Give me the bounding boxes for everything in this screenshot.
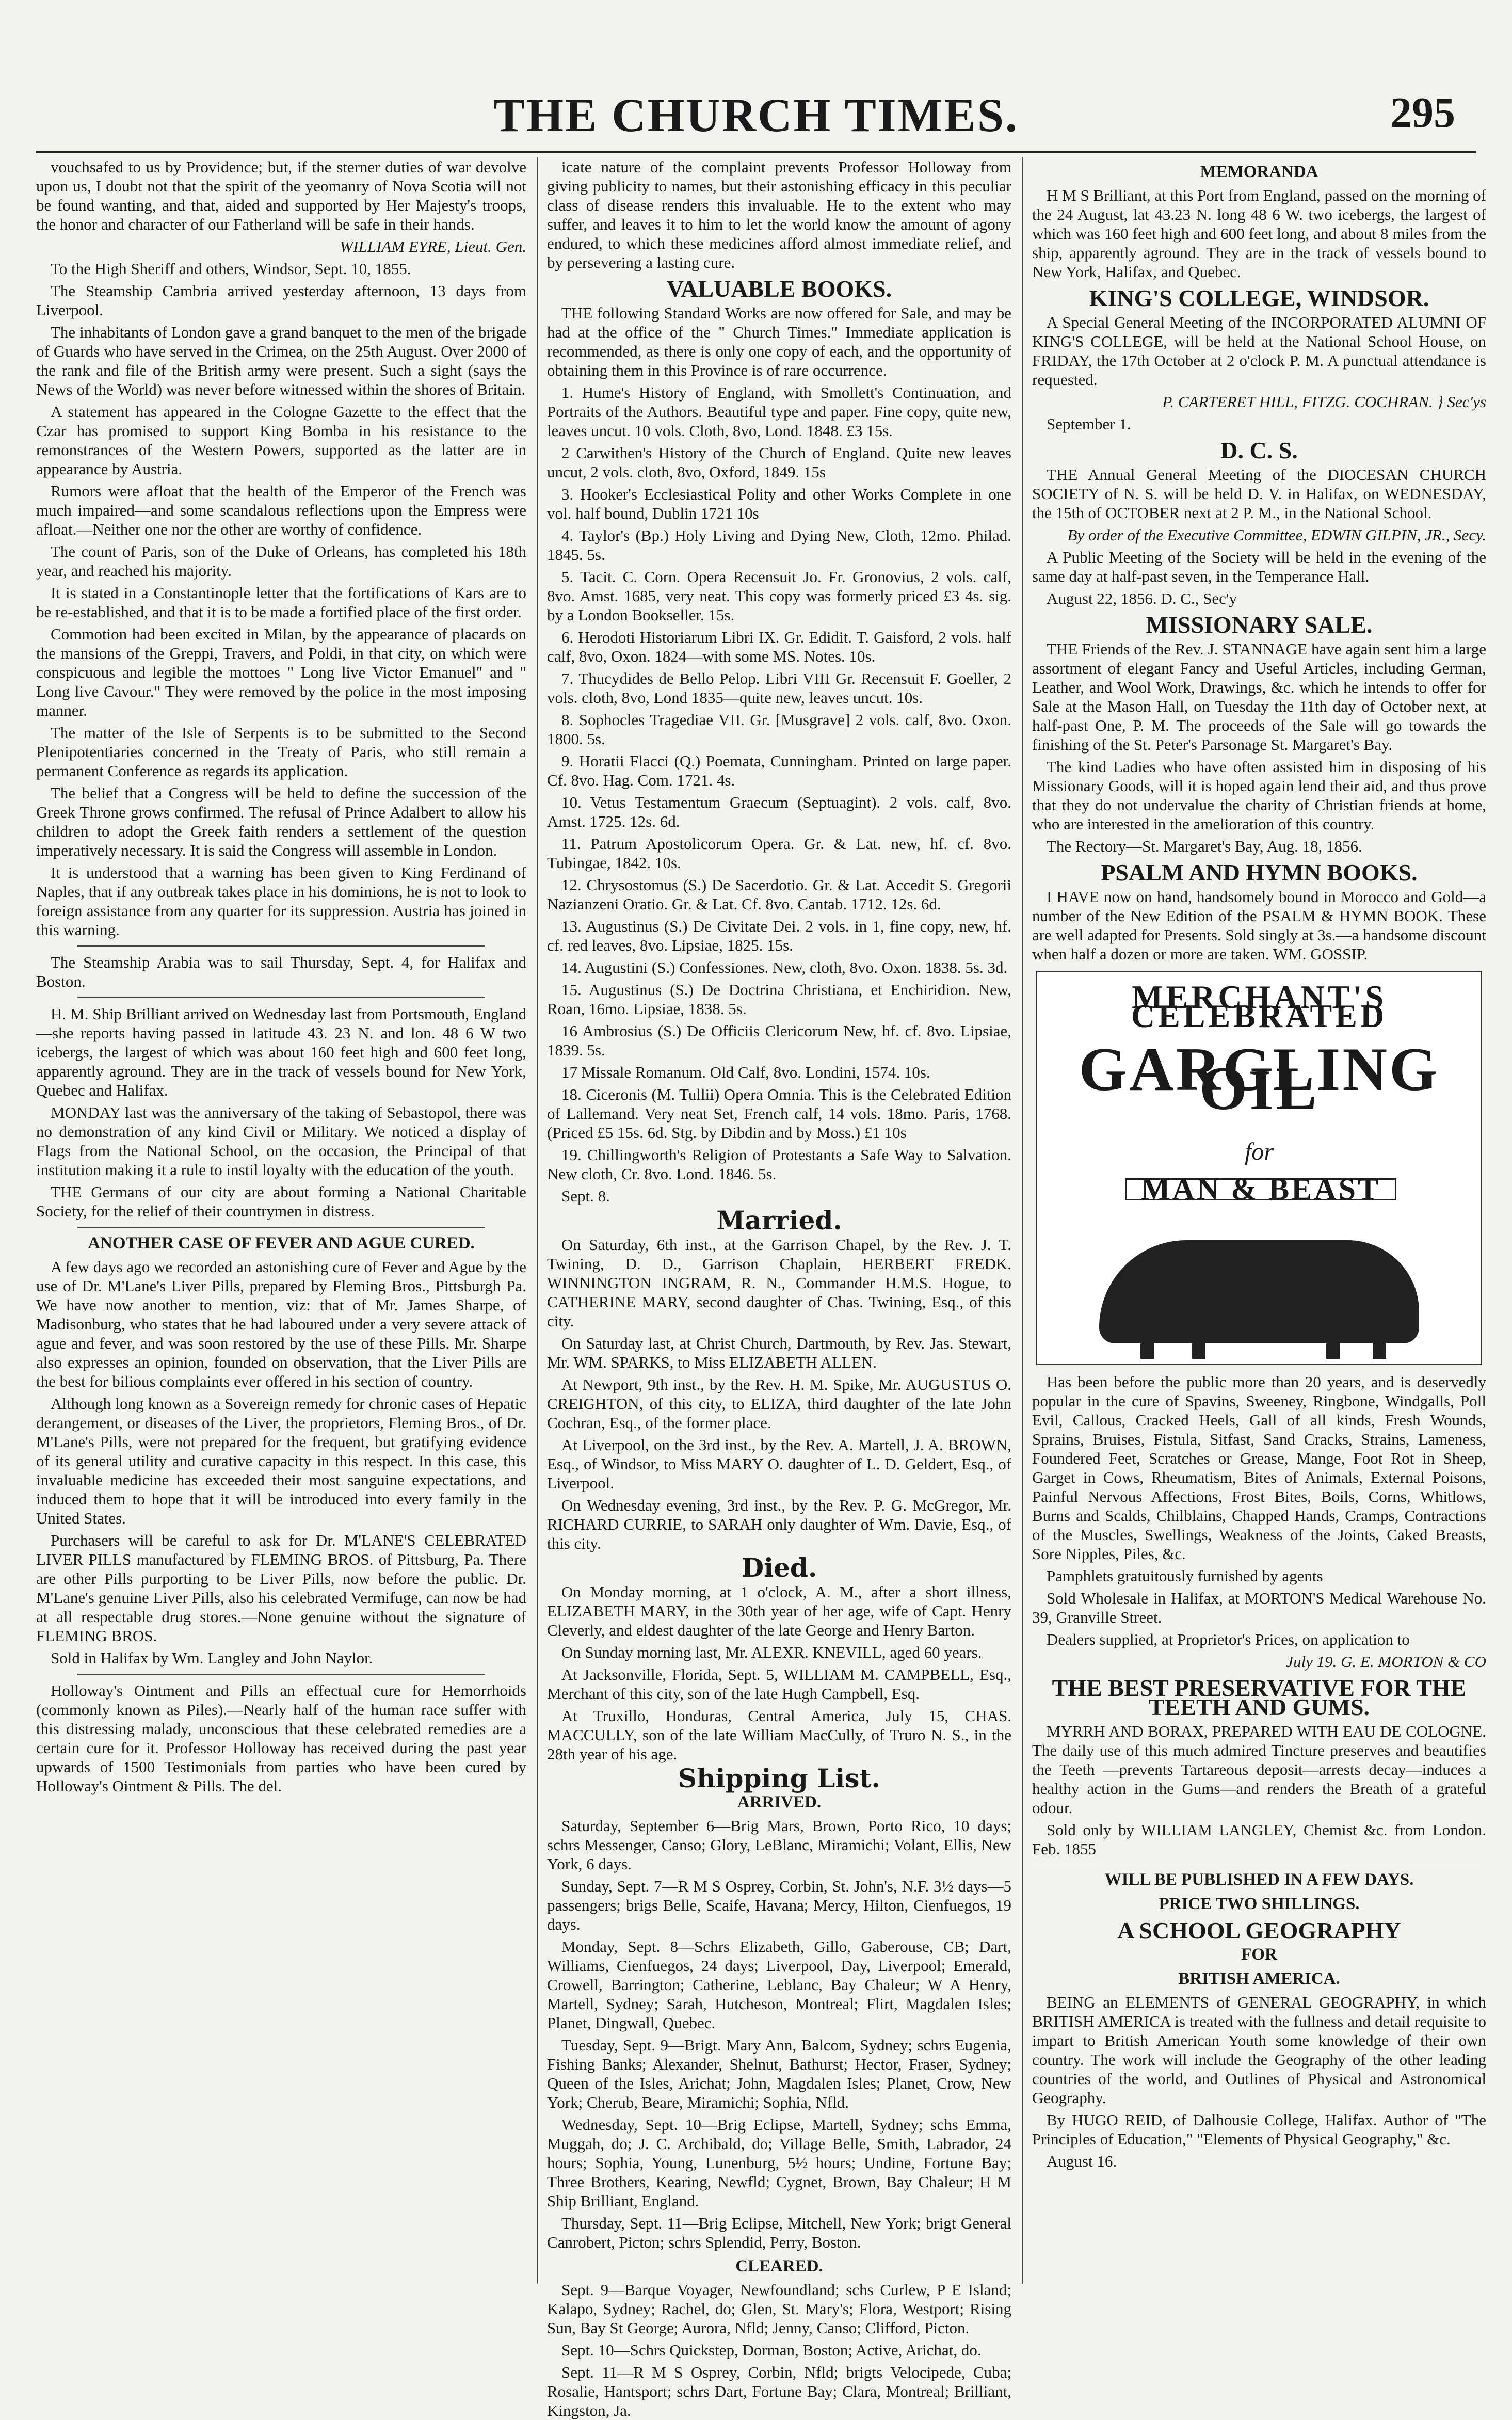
article-paragraph: 11. Patrum Apostolicorum Opera. Gr. & Lat. new, hf. cf. 8vo. Tubingae, 1842. 10s. [547, 835, 1011, 872]
article-paragraph: August 22, 1856. D. C., Sec'y [1047, 589, 1237, 607]
horse-illustration [1099, 1240, 1419, 1343]
article-paragraph: 7. Thucydides de Bello Pelop. Libri VIII Gr. Recensuit F. Goeller, 2 vols. cloth, 8vo, Lond 1835—quite new, leaves uncut. 10s. [547, 669, 1011, 707]
article-paragraph: THE following Standard Works are now offered for Sale, and may be had at the office of the " Church Times." Immediate application is recommended, as there is only one copy of each, and the opportunity of obtaining them in this Province is of rare occurrence. [547, 304, 1011, 379]
section-heading: CLEARED. [735, 2257, 823, 2275]
horse-leg [1373, 1333, 1386, 1359]
article-paragraph: 5. Tacit. C. Corn. Opera Recensuit Jo. Fr. Gronovius, 2 vols. calf, 8vo. Amst. 1685, very neat. This copy was formerly priced £3 4s. sig. by a London Bookseller. 15s. [547, 568, 1011, 624]
ad-arc-title: MERCHANT'S CELEBRATED [1131, 979, 1388, 1034]
article-paragraph: The Steamship Cambria arrived yesterday afternoon, 13 days from Liverpool. [36, 282, 526, 319]
article-paragraph: Tuesday, Sept. 9—Brigt. Mary Ann, Balcom, Sydney; schrs Eugenia, Fishing Banks; Alexander, Shelnut, Bathurst; Hector, Fraser, Sydney; Queen of the Isles, Arichat; John, Magdalen Isles; Planet, Crow, New York; Cherub, Beare, Miramichi; Sophia, Nfld. [547, 2036, 1011, 2111]
article-paragraph: icate nature of the complaint prevents Professor Holloway from giving publicity to names, but their astonishing efficacy in this peculiar class of disease renders this invaluable. He to the extent who may suffer, and leaves it to him to let the world know the amount of agony endured, to which these medicines afford almost immediate relief, and by persevering a lasting cure. [547, 158, 1011, 271]
article-paragraph: At Truxillo, Honduras, Central America, July 15, CHAS. MACCULLY, son of the late William MacCully, of Truro N. S., in the 28th year of his age. [547, 1707, 1011, 1763]
article-paragraph: The count of Paris, son of the Duke of Orleans, has completed his 18th year, and reached his majority. [36, 542, 526, 580]
masthead-title: THE CHURCH TIMES. [493, 89, 1019, 141]
article-paragraph: Sold Wholesale in Halifax, at MORTON'S Medical Warehouse No. 39, Granville Street. [1032, 1589, 1486, 1626]
article-paragraph: 10. Vetus Testamentum Graecum (Septuagint). 2 vols. calf, 8vo. Amst. 1725. 12s. 6d. [547, 793, 1011, 830]
signature-line: By order of the Executive Committee, EDWIN GILPIN, JR., Secy. [1067, 526, 1486, 544]
article-paragraph: 12. Chrysostomus (S.) De Sacerdotio. Gr. & Lat. Accedit S. Gregorii Nazianzeni Oratio. Gr. & Lat. Cf. 8vo. Cantab. 1712. 12s. 6d. [547, 876, 1011, 913]
article-paragraph: Commotion had been excited in Milan, by the appearance of placards on the mansions of the Greppi, Travers, and Poldi, in that city, on which were conspicuous and legible the mottoes " Long live Victor Emanuel" and " Long live Cavour." They were removed by the police in the most imposing manner. [36, 625, 526, 719]
horse-leg [1140, 1333, 1154, 1359]
section-heading: FOR [1241, 1945, 1277, 1964]
separator-rule [1032, 1864, 1486, 1865]
article-paragraph: 3. Hooker's Ecclesiastical Polity and other Works Complete in one vol. half bound, Dublin 1721 10s [547, 485, 1011, 522]
gargling-oil-illustration [1036, 971, 1482, 1365]
section-heading: Shipping List. [678, 1763, 880, 1793]
section-heading: WILL BE PUBLISHED IN A FEW DAYS. [1104, 1870, 1414, 1889]
article-paragraph: 15. Augustinus (S.) De Doctrina Christiana, et Enchiridion. New, Roan, 16mo. Lipsiae, 1838. 5s. [547, 981, 1011, 1018]
column-3 [1032, 157, 1486, 2284]
article-paragraph: Dealers supplied, at Proprietor's Prices, on application to [1047, 1630, 1410, 1648]
article-paragraph: THE Friends of the Rev. J. STANNAGE have again sent him a large assortment of elegant Fancy and Useful Articles, including German, Leather, and Wool Work, Drawings, &c. which he intends to offer for Sale at the Mason Hall, on Tuesday the 11th day of October next, at half-past One, P. M. The proceeds of the Sale will go towards the finishing of the St. Peter's Parsonage St. Margaret's Bay. [1032, 640, 1486, 754]
section-heading: PRICE TWO SHILLINGS. [1159, 1895, 1360, 1913]
article-paragraph: 19. Chillingworth's Religion of Protestants a Safe Way to Salvation. New cloth, Cr. 8vo. Lond. 1846. 5s. [547, 1146, 1011, 1183]
article-paragraph: 2 Carwithen's History of the Church of England. Quite new leaves uncut, 2 vols. cloth, 8vo, Oxford, 1849. 15s [547, 444, 1011, 481]
article-paragraph: Sept. 9—Barque Voyager, Newfoundland; schs Curlew, P E Island; Kalapo, Sydney; Rachel, do; Glen, St. Mary's; Flora, Westport; Rising Sun, Bay St George; Aurora, Nfld; Jenny, Canso; Clifford, Picton. [547, 2281, 1011, 2337]
article-paragraph: On Saturday last, at Christ Church, Dartmouth, by Rev. Jas. Stewart, Mr. WM. SPARKS, to Miss ELIZABETH ALLEN. [547, 1334, 1011, 1371]
column-1 [36, 157, 526, 2284]
separator-rule [77, 997, 485, 998]
article-paragraph: On Wednesday evening, 3rd inst., by the Rev. P. G. McGregor, Mr. RICHARD CURRIE, to SARAH only daughter of Wm. Davie, Esq., of this city. [547, 1496, 1011, 1552]
section-heading: Married. [716, 1205, 842, 1236]
article-paragraph: Sold in Halifax by Wm. Langley and John Naylor. [51, 1649, 373, 1667]
article-paragraph: 1. Hume's History of England, with Smollett's Continuation, and Portraits of the Authors. Beautiful type and paper. Fine copy, quite new, leaves uncut. 10 vols. Cloth, 8vo, Lond. 1848. £3 15s. [547, 383, 1011, 440]
article-paragraph: At Newport, 9th inst., by the Rev. H. M. Spike, Mr. AUGUSTUS O. CREIGHTON, of this city, to ELIZA, third daughter of the late John Cochran, Esq., of the former place. [547, 1375, 1011, 1432]
article-paragraph: THE Germans of our city are about forming a National Charitable Society, for the relief of their countrymen in distress. [36, 1183, 526, 1220]
separator-rule [77, 1674, 485, 1675]
article-paragraph: On Sunday morning last, Mr. ALEXR. KNEVILL, aged 60 years. [561, 1643, 982, 1661]
article-paragraph: The Steamship Arabia was to sail Thursday, Sept. 4, for Halifax and Boston. [36, 953, 526, 990]
section-heading: MEMORANDA [1200, 163, 1318, 181]
article-paragraph: By HUGO REID, of Dalhousie College, Halifax. Author of "The Principles of Education," "Elements of Physical Geography," &c. [1032, 2111, 1486, 2148]
article-paragraph: H. M. Ship Brilliant arrived on Wednesday last from Portsmouth, England—she reports having passed in latitude 43. 23 N. and lon. 48 6 W two icebergs, the largest of which was about 160 feet high and 600 feet long, apparently aground. They are in the track of vessels bound for New York, Quebec and Halifax. [36, 1005, 526, 1099]
article-paragraph: 14. Augustini (S.) Confessiones. New, cloth, 8vo. Oxon. 1838. 5s. 3d. [561, 958, 1008, 976]
article-paragraph: On Saturday, 6th inst., at the Garrison Chapel, by the Rev. J. T. Twining, D. D., Garrison Chaplain, HERBERT FREDK. WINNINGTON INGRAM, R. N., Commander H.M.S. Hogue, to CATHERINE MARY, second daughter of Chas. Twining, Esq., of this city. [547, 1236, 1011, 1330]
page-number: 295 [1390, 89, 1455, 137]
article-paragraph: I HAVE now on hand, handsomely bound in Morocco and Gold—a number of the New Edition of the PSALM & HYMN BOOK. These are well adapted for Presents. Sold singly at 3s.—a handsome discount when half a dozen or more are taken. WM. GOSSIP. [1032, 888, 1486, 963]
article-paragraph: A Special General Meeting of the INCORPORATED ALUMNI OF KING'S COLLEGE, will be held at the National School House, on FRIDAY, the 17th October at 2 o'clock P. M. A punctual attendance is requested. [1032, 313, 1486, 389]
article-paragraph: Wednesday, Sept. 10—Brig Eclipse, Martell, Sydney; schs Emma, Muggah, do; J. C. Archibald, do; Village Belle, Smith, Labrador, 24 hours; Sophia, Young, Lunenburg, 5½ hours; Undine, Fortune Bay; Three Brothers, Kearing, Newfld; Cygnet, Brown, Bay Chaleur; H M Ship Brilliant, England. [547, 2116, 1011, 2210]
article-paragraph: At Liverpool, on the 3rd inst., by the Rev. A. Martell, J. A. BROWN, Esq., of Windsor, to Miss MARY O. daughter of L. D. Geldert, Esq., of Liverpool. [547, 1436, 1011, 1492]
article-paragraph: 4. Taylor's (Bp.) Holy Living and Dying New, Cloth, 12mo. Philad. 1845. 5s. [547, 526, 1011, 564]
article-paragraph: Sept. 8. [561, 1187, 610, 1205]
article-paragraph: THE Annual General Meeting of the DIOCESAN CHURCH SOCIETY of N. S. will be held D. V. in Halifax, on WEDNESDAY, the 15th of OCTOBER next at 2 P. M., in the National School. [1032, 466, 1486, 522]
column-divider [1022, 157, 1023, 2284]
article-paragraph: Holloway's Ointment and Pills an effectual cure for Hemorrhoids (commonly known as Piles).—Nearly half of the human race suffer with this distressing malady, unconscious that these celebrated remedies are a certain cure for it. Professor Holloway has received during the past year upwards of 1500 Testimonials from parties who have been cured by Holloway's Ointment & Pills. The del. [36, 1681, 526, 1795]
article-paragraph: Saturday, September 6—Brig Mars, Brown, Porto Rico, 10 days; schrs Messenger, Canso; Glory, LeBlanc, Miramichi; Volant, Ellis, New York, 6 days. [547, 1817, 1011, 1873]
section-heading: BRITISH AMERICA. [1178, 1969, 1340, 1988]
separator-rule [77, 1227, 485, 1228]
article-paragraph: Purchasers will be careful to ask for Dr. M'LANE'S CELEBRATED LIVER PILLS manufactured by FLEMING BROS. of Pittsburg, Pa. There are other Pills purporting to be Liver Pills, now before the public. Dr. M'Lane's genuine Liver Pills, also his celebrated Vermifuge, can now be had at all respectable drug stores.—None genuine without the signature of FLEMING BROS. [36, 1531, 526, 1645]
article-paragraph: 6. Herodoti Historiarum Libri IX. Gr. Edidit. T. Gaisford, 2 vols. half calf, 8vo, Oxon. 1824—with some MS. Notes. 10s. [547, 628, 1011, 665]
article-paragraph: 9. Horatii Flacci (Q.) Poemata, Cunningham. Printed on large paper. Cf. 8vo. Hag. Com. 1721. 4s. [547, 752, 1011, 789]
section-heading: KING'S COLLEGE, WINDSOR. [1089, 285, 1429, 311]
header-rule [36, 151, 1476, 153]
ad-product-name: GARGLING OIL [1079, 1035, 1440, 1123]
article-paragraph: Sold only by WILLIAM LANGLEY, Chemist &c. from London. Feb. 1855 [1032, 1821, 1486, 1858]
ad-banner: MAN & BEAST [1125, 1178, 1396, 1200]
signature-line: WILLIAM EYRE, Lieut. Gen. [340, 237, 526, 255]
article-paragraph: It is understood that a warning has been given to King Ferdinand of Naples, that if any outbreak takes place in his dominions, he is not to look to foreign assistance from any quarter for its suppression. Austria has joined in this warning. [36, 863, 526, 939]
signature-line: P. CARTERET HILL, FITZG. COCHRAN. } Sec'ys [1162, 393, 1486, 411]
article-paragraph: August 16. [1047, 2152, 1117, 2170]
article-paragraph: A statement has appeared in the Cologne Gazette to the effect that the Czar has promised to support King Bomba in his resistance to the remonstrances of the Western Powers, supported as the latter are in appearance by Austria. [36, 403, 526, 478]
article-paragraph: To the High Sheriff and others, Windsor, Sept. 10, 1855. [51, 260, 411, 278]
article-paragraph: Pamphlets gratuitously furnished by agents [1047, 1567, 1323, 1585]
signature-line: July 19. G. E. MORTON & CO [1286, 1653, 1486, 1671]
horse-leg [1192, 1333, 1205, 1359]
section-heading: D. C. S. [1220, 437, 1298, 463]
article-paragraph: 8. Sophocles Tragediae VII. Gr. [Musgrave] 2 vols. calf, 8vo. Oxon. 1800. 5s. [547, 711, 1011, 748]
ad-for-text: for [1244, 1138, 1274, 1165]
article-paragraph: It is stated in a Constantinople letter that the fortifications of Kars are to be re-established, and that it is to be made a fortified place of the first order. [36, 584, 526, 621]
article-paragraph: A few days ago we recorded an astonishing cure of Fever and Ague by the use of Dr. M'Lane's Liver Pills, prepared by Fleming Bros., Pittsburgh Pa. We have now another to mention, viz: that of Mr. James Sharpe, of Madisonburg, who states that he had laboured under a very severe attack of ague and fever, and was soon restored by the use of these Pills. Mr. Sharpe also expresses an opinion, founded on observation, that the Liver Pills are the best for bilious complaints ever offered in his section of country. [36, 1258, 526, 1390]
article-paragraph: 18. Ciceronis (M. Tullii) Opera Omnia. This is the Celebrated Edition of Lallemand. Very neat Set, French calf, 14 vols. 18mo. Paris, 1768. (Priced £5 15s. 6d. Stg. by Dibdin and by Moss.) £1 10s [547, 1085, 1011, 1142]
column-2 [547, 157, 1011, 2419]
section-heading: THE BEST PRESERVATIVE FOR THE TEETH AND GUMS. [1052, 1675, 1467, 1720]
section-heading: MISSIONARY SALE. [1146, 612, 1373, 638]
section-heading: VALUABLE BOOKS. [666, 276, 892, 302]
article-paragraph: Sunday, Sept. 7—R M S Osprey, Corbin, St. John's, N.F. 3½ days—5 passengers; brigs Belle, Scaife, Havana; Mercy, Hilton, Cienfuegos, 19 days. [547, 1877, 1011, 1933]
section-heading: Died. [741, 1552, 817, 1583]
article-paragraph: On Monday morning, at 1 o'clock, A. M., after a short illness, ELIZABETH MARY, in the 30th year of her age, wife of Capt. Henry Cleverly, and eldest daughter of the late George and Henry Barton. [547, 1583, 1011, 1639]
article-paragraph: H M S Brilliant, at this Port from England, passed on the morning of the 24 August, lat 43.23 N. long 48 6 W. two icebergs, the largest of which was 160 feet high and 600 feet long, and about 8 miles from the ship, apparently aground. They are in the track of vessels bound to New York, Halifax, and Quebec. [1032, 186, 1486, 281]
article-paragraph: Thursday, Sept. 11—Brig Eclipse, Mitchell, New York; brigt General Canrobert, Picton; schrs Splendid, Perry, Boston. [547, 2214, 1011, 2251]
article-paragraph: Monday, Sept. 8—Schrs Elizabeth, Gillo, Gaberouse, CB; Dart, Williams, Cienfuegos, 24 days; Liverpool, Day, Liverpool; Emerald, Crowell, Barrington; Catherine, Leblanc, Bay Chaleur; W A Henry, Martell, Sydney; Sarah, Hutcheson, Montreal; Flirt, Magdalen Isles; Planet, Dingwall, Quebec. [547, 1937, 1011, 2032]
section-heading: A SCHOOL GEOGRAPHY [1117, 1917, 1401, 1944]
article-paragraph: The inhabitants of London gave a grand banquet to the men of the brigade of Guards who have served in the Crimea, on the 25th August. Over 2000 of the rank and file of the British army were present. Such a sight (says the News of the World) was never before witnessed within the shores of Britain. [36, 323, 526, 398]
article-paragraph: The kind Ladies who have often assisted him in disposing of his Missionary Goods, will it is hoped again lend their aid, and thus prove that they do not undervalue the charity of Christian friends at home, who are interested in the amelioration of this country. [1032, 758, 1486, 833]
section-heading: PSALM AND HYMN BOOKS. [1101, 859, 1418, 886]
article-paragraph: MONDAY last was the anniversary of the taking of Sebastopol, there was no demonstration of any kind Civil or Military. We noticed a display of Flags from the National School, on the occasion, the Principal of that institution making it a rule to instil loyalty with the education of the youth. [36, 1103, 526, 1179]
separator-rule [77, 945, 485, 947]
article-paragraph: Sept. 10—Schrs Quickstep, Dorman, Boston; Active, Arichat, do. [561, 2341, 982, 2359]
article-paragraph: Has been before the public more than 20 years, and is deservedly popular in the cure of Spavins, Sweeney, Ringbone, Windgalls, Poll Evil, Callous, Cracked Heels, Gall of all kinds, Fresh Wounds, Sprains, Bruises, Fistula, Sitfast, Sand Cracks, Strains, Lameness, Foundered Feet, Scratches or Grease, Mange, Foot Rot in Sheep, Garget in Cows, Rheumatism, Bites of Animals, External Poisons, Painful Nervous Affections, Frost Bites, Boils, Corns, Whitlows, Burns and Scalds, Chilblains, Chapped Hands, Cramps, Contractions of the Muscles, Swellings, Weakness of the Joints, Caked Breasts, Sore Nipples, Piles, &c. [1032, 1373, 1486, 1563]
article-paragraph: 16 Ambrosius (S.) De Officiis Clericorum New, hf. cf. 8vo. Lipsiae, 1839. 5s. [547, 1022, 1011, 1059]
column-divider [537, 157, 538, 2284]
article-paragraph: vouchsafed to us by Providence; but, if the sterner duties of war devolve upon us, I doubt not that the spirit of the yeomanry of Nova Scotia will not be found wanting, and that, aided and supported by Her Majesty's troops, the honor and character of our Fatherland will be safe in their hands. [36, 158, 526, 233]
section-heading: ARRIVED. [737, 1793, 822, 1812]
article-paragraph: 13. Augustinus (S.) De Civitate Dei. 2 vols. in 1, fine copy, new, hf. cf. red leaves, 8vo. Lipsiae, 1825. 15s. [547, 917, 1011, 954]
article-paragraph: The Rectory—St. Margaret's Bay, Aug. 18, 1856. [1047, 837, 1362, 855]
section-heading: ANOTHER CASE OF FEVER AND AGUE CURED. [88, 1234, 475, 1253]
article-paragraph: Sept. 11—R M S Osprey, Corbin, Nfld; brigts Velocipede, Cuba; Rosalie, Hantsport; schrs Dart, Fortune Bay; Clara, Montreal; Brilliant, Kingston, Ja. [547, 2363, 1011, 2419]
article-paragraph: A Public Meeting of the Society will be held in the evening of the same day at half-past seven, in the Temperance Hall. [1032, 548, 1486, 585]
article-paragraph: The matter of the Isle of Serpents is to be submitted to the Second Plenipotentiaries concerned in the Treaty of Paris, who still remain a permanent Conference as regards its application. [36, 724, 526, 780]
article-paragraph: September 1. [1047, 415, 1131, 433]
article-paragraph: Rumors were afloat that the health of the Emperor of the French was much impaired—and some scandalous reflections upon the Empress were afloat.—Neither one nor the other are worthy of confidence. [36, 482, 526, 538]
article-paragraph: MYRRH AND BORAX, PREPARED WITH EAU DE COLOGNE. The daily use of this much admired Tincture preserves and beautifies the Teeth —prevents Tartareous deposit—arrests decay—induces a healthy action in the Gums—and renders the Breath of a grateful odour. [1032, 1722, 1486, 1817]
page-header [36, 88, 1476, 150]
article-paragraph: The belief that a Congress will be held to define the succession of the Greek Throne grows confirmed. The refusal of Prince Adalbert to allow his children to adopt the Greek faith renders a settlement of the question imperatively necessary. It is said the Congress will assemble in London. [36, 784, 526, 859]
article-paragraph: At Jacksonville, Florida, Sept. 5, WILLIAM M. CAMPBELL, Esq., Merchant of this city, son of the late Hugh Campbell, Esq. [547, 1665, 1011, 1703]
article-paragraph: Although long known as a Sovereign remedy for chronic cases of Hepatic derangement, or diseases of the Liver, the proprietors, Fleming Bros., of Dr. M'Lane's Pills, were not prepared for the frequent, but gratifying evidence of its general utility and curative capacity in this respect. In this case, this invaluable medicine has exceeded their most sanguine expectations, and induced them to hope that it will be introduced into every family in the United States. [36, 1395, 526, 1527]
article-paragraph: BEING an ELEMENTS of GENERAL GEOGRAPHY, in which BRITISH AMERICA is treated with the fullness and detail requisite to impart to British American Youth some knowledge of their own country. The work will include the Geography of the other leading countries of the world, and Outlines of Physical and Astronomical Geography. [1032, 1993, 1486, 2107]
article-paragraph: 17 Missale Romanum. Old Calf, 8vo. Londini, 1574. 10s. [561, 1063, 930, 1081]
horse-leg [1326, 1333, 1340, 1359]
